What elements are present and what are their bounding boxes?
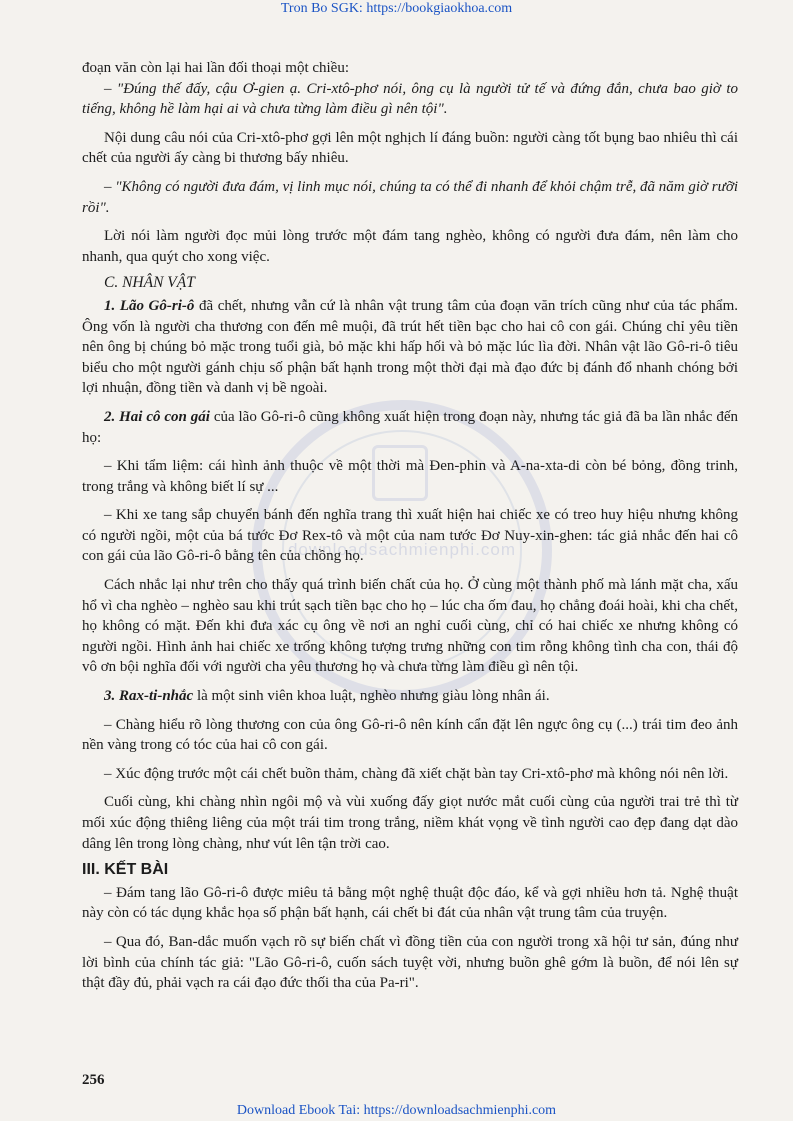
paragraph: – Xúc động trước một cái chết buồn thảm, chàng đã xiết chặt bàn tay Cri-xtô-phơ mà không nói nên lời. — [104, 765, 729, 782]
paragraph: Cách nhắc lại như trên cho thấy quá trình biến chất của họ. Ở cùng một thành phố mà lánh mặt cha, xấu hổ vì cha nghèo – nghèo sau khi trút sạch tiền bạc cho họ – lúc cha ốm đau, họ chẳng đoái hoài, khi cha chết, họ không có mặt. Đến khi đưa xác cụ ông về nơi an nghỉ cuối cùng, chỉ có hai chiếc xe nhưng không có người ngồi. Hình ảnh hai chiếc xe trống không tượng trưng những con tim rỗng không tình cha con, thái độ vô ơn bội nghĩa đối với người cha yêu thương họ và chưa từng làm điều gì nên tội. — [82, 577, 738, 676]
quote-paragraph: – "Đúng thế đấy, cậu Ơ-gien ạ. Cri-xtô-phơ nói, ông cụ là người tử tế và đứng đắn, chưa bao giờ to tiếng, không hề làm hại ai và chưa từng làm điều gì nên tội". — [82, 80, 738, 118]
paragraph: Lời nói làm người đọc mủi lòng trước một đám tang nghèo, không có người đưa đám, nên làm cho nhanh, qua quýt cho xong việc. — [82, 228, 738, 265]
paragraph — [82, 407, 738, 448]
item-lead: 3. Rax-ti-nhắc — [104, 688, 194, 705]
item-lead: 2. Hai cô con gái — [104, 408, 210, 425]
paragraph: – Khi xe tang sắp chuyển bánh đến nghĩa trang thì xuất hiện hai chiếc xe có treo huy hiệu nhưng không có người ngồi, một của bá tước Đơ Rex-tô và một của nam tước Đơ Nuy-xin-ghen: tác giả nhắc đến hai cô con gái của lão Gô-ri-ô bằng tên của chồng họ. — [82, 507, 738, 565]
section-heading: III. KẾT BÀI — [82, 861, 169, 879]
page-body — [82, 58, 738, 994]
page-number: 256 — [82, 1072, 105, 1088]
quote-paragraph: – "Không có người đưa đám, vị linh mục nói, chúng ta có thể đi nhanh để khỏi chậm trễ, đã năm giờ rưỡi rồi". — [82, 178, 738, 216]
item-lead: 1. Lão Gô-ri-ô — [104, 297, 195, 314]
item-text: đã chết, nhưng vẫn cứ là nhân vật trung tâm của đoạn văn trích cũng như của tác phẩm. Ông vốn là người cha thương con đến mê muội, đã trút hết tiền bạc cho hai cô con gái. Chúng chỉ yêu tiền nên ông bị chúng bỏ mặc trong tuổi già, bỏ mặc khi hấp hối và bỏ mặc lúc lìa đời. Nhân vật lão Gô-ri-ô tiêu biểu cho một người gánh chịu số phận bất hạnh trong một thời đại mà đạo đức bị đánh đổ nhanh chóng bởi lợi nhuận, đồng tiền và danh vị bề ngoài. — [82, 297, 738, 397]
watermark-text: downloadsachmienphi.com — [287, 540, 517, 559]
footer-link[interactable]: Download Ebook Tai: https://downloadsachmienphi.com — [236, 1103, 557, 1118]
paragraph — [82, 296, 738, 399]
paragraph: – Khi tẩm liệm: cái hình ảnh thuộc về một thời mà Đen-phin và A-na-xta-di còn bé bỏng, đồng trinh, trong trắng và không biết lí sự ... — [82, 458, 738, 495]
paragraph: đoạn văn còn lại hai lần đối thoại một chiều: — [82, 60, 350, 76]
item-text: của lão Gô-ri-ô cũng không xuất hiện trong đoạn này, nhưng tác giả đã ba lần nhắc đến họ: — [82, 408, 738, 446]
paragraph: – Đám tang lão Gô-ri-ô được miêu tả bằng một nghệ thuật độc đáo, kể và gợi nhiều hơn tả. Nghệ thuật này còn có tác dụng khắc họa số phận bất hạnh, cái chết bi đát của nhân vật trung tâm của truyện. — [82, 884, 738, 922]
paragraph: – Chàng hiểu rõ lòng thương con của ông Gô-ri-ô nên kính cẩn đặt lên ngực ông cụ (...) trái tim đeo ảnh nền vàng trong có tóc của hai cô con gái. — [82, 716, 738, 754]
item-text: là một sinh viên khoa luật, nghèo nhưng giàu lòng nhân ái. — [193, 688, 550, 705]
paragraph: – Qua đó, Ban-dắc muốn vạch rõ sự biến chất vì đồng tiền của con người trong xã hội tư sản, đúng như lời bình của chính tác giả: "Lão Gô-ri-ô, cuốn sách tuyệt vời, nhưng buồn ghê gớm là buồn, để nói lên sự thật đầy đủ, phải vạch ra cái đạo đức thối tha của Pa-ri". — [82, 933, 738, 992]
section-heading: C. NHÂN VẬT — [104, 274, 195, 292]
paragraph: Cuối cùng, khi chàng nhìn ngôi mộ và vùi xuống đấy giọt nước mắt cuối cùng của người trai trẻ thì từ mối xúc động thiêng liêng của một trái tim trong trắng, niềm khát vọng về tình người cao đẹp đang dạt dào dâng lên trong lòng chàng, như vút lên tận trời cao. — [82, 794, 738, 852]
paragraph: Nội dung câu nói của Cri-xtô-phơ gợi lên một nghịch lí đáng buồn: người càng tốt bụng bao nhiêu thì cái chết của người ấy càng bi thương bấy nhiêu. — [82, 129, 738, 167]
header-link[interactable]: Tron Bo SGK: https://bookgiaokhoa.com — [280, 1, 513, 16]
paragraph — [82, 686, 738, 707]
